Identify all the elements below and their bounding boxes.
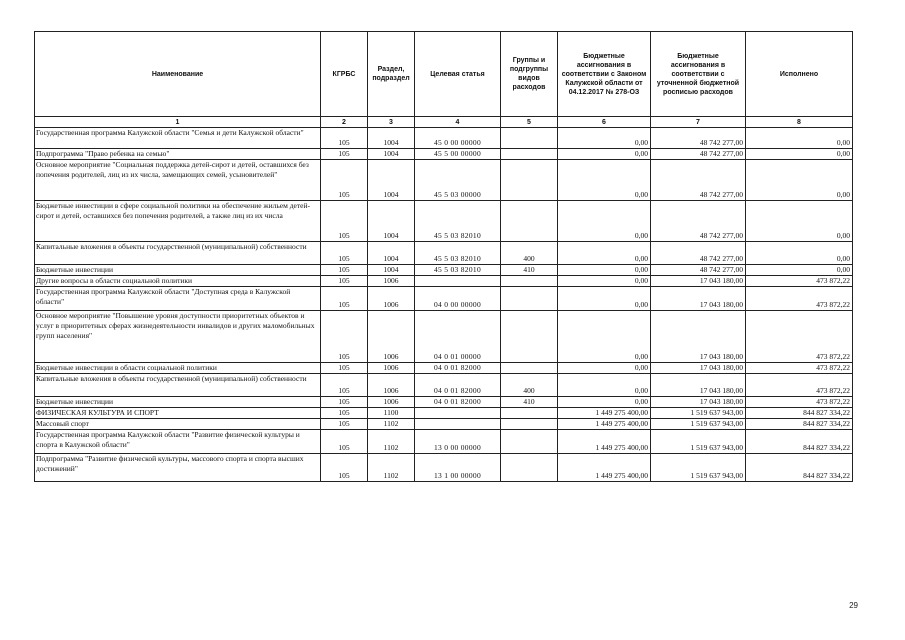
- page-number: 29: [849, 601, 858, 610]
- column-number: 7: [651, 117, 746, 128]
- cell-name: Государственная программа Калужской области "Семья и дети Калужской области": [35, 128, 321, 149]
- cell-target-article: 04 0 01 00000: [415, 311, 501, 363]
- cell-expense-group: [501, 287, 558, 311]
- cell-expense-group: 410: [501, 265, 558, 276]
- cell-executed-amount: 0,00: [746, 160, 853, 201]
- cell-law-amount: 0,00: [558, 128, 651, 149]
- cell-refined-amount: 1 519 637 943,00: [651, 454, 746, 482]
- table-row: [35, 374, 853, 397]
- cell-kgrbs: 105: [321, 397, 368, 408]
- cell-refined-amount: 48 742 277,00: [651, 128, 746, 149]
- cell-section: 1004: [368, 201, 415, 242]
- cell-section: 1102: [368, 430, 415, 454]
- table-row: [35, 160, 853, 201]
- cell-refined-amount: 1 519 637 943,00: [651, 408, 746, 419]
- header-section: Раздел, подраздел: [368, 32, 415, 117]
- cell-expense-group: [501, 408, 558, 419]
- header-name: Наименование: [35, 32, 321, 117]
- cell-target-article: [415, 419, 501, 430]
- header-row: [35, 32, 853, 117]
- table-row: [35, 419, 853, 430]
- header-refined-allocations: Бюджетные ассигнования в соответствии с уточненной бюджетной росписью расходов: [651, 32, 746, 117]
- column-number: 4: [415, 117, 501, 128]
- cell-executed-amount: 0,00: [746, 128, 853, 149]
- cell-target-article: 04 0 00 00000: [415, 287, 501, 311]
- cell-law-amount: 1 449 275 400,00: [558, 430, 651, 454]
- cell-expense-group: [501, 160, 558, 201]
- cell-refined-amount: 17 043 180,00: [651, 287, 746, 311]
- cell-expense-group: [501, 430, 558, 454]
- cell-kgrbs: 105: [321, 149, 368, 160]
- cell-name: Основное мероприятие "Социальная поддержка детей-сирот и детей, оставшихся без попечения родителей, лиц из их числа, замещающих семей, усыновителей": [35, 160, 321, 201]
- table-row: [35, 311, 853, 363]
- cell-refined-amount: 17 043 180,00: [651, 276, 746, 287]
- cell-law-amount: 0,00: [558, 374, 651, 397]
- column-number: 6: [558, 117, 651, 128]
- cell-expense-group: [501, 419, 558, 430]
- cell-kgrbs: 105: [321, 374, 368, 397]
- cell-executed-amount: 473 872,22: [746, 287, 853, 311]
- cell-target-article: [415, 276, 501, 287]
- cell-target-article: 13 1 00 00000: [415, 454, 501, 482]
- cell-name: Основное мероприятие "Повышение уровня доступности приоритетных объектов и услуг в приоритетных сферах жизнедеятельности инвалидов и других маломобильных групп населения": [35, 311, 321, 363]
- cell-expense-group: [501, 363, 558, 374]
- cell-expense-group: [501, 276, 558, 287]
- cell-section: 1006: [368, 363, 415, 374]
- cell-target-article: 45 5 03 82010: [415, 201, 501, 242]
- cell-executed-amount: 0,00: [746, 265, 853, 276]
- cell-kgrbs: 105: [321, 419, 368, 430]
- table-row: [35, 408, 853, 419]
- cell-kgrbs: 105: [321, 201, 368, 242]
- cell-law-amount: 0,00: [558, 287, 651, 311]
- cell-executed-amount: 0,00: [746, 242, 853, 265]
- cell-name: Бюджетные инвестиции: [35, 265, 321, 276]
- cell-section: 1004: [368, 265, 415, 276]
- cell-section: 1004: [368, 160, 415, 201]
- table-row: [35, 276, 853, 287]
- cell-law-amount: 0,00: [558, 149, 651, 160]
- cell-kgrbs: 105: [321, 363, 368, 374]
- cell-expense-group: [501, 454, 558, 482]
- cell-name: Государственная программа Калужской области "Развитие физической культуры и спорта в Калужской области": [35, 430, 321, 454]
- cell-kgrbs: 105: [321, 311, 368, 363]
- cell-refined-amount: 1 519 637 943,00: [651, 419, 746, 430]
- cell-executed-amount: 0,00: [746, 201, 853, 242]
- cell-kgrbs: 105: [321, 160, 368, 201]
- cell-target-article: 45 5 03 82010: [415, 265, 501, 276]
- cell-executed-amount: 473 872,22: [746, 363, 853, 374]
- cell-name: Капитальные вложения в объекты государственной (муниципальной) собственности: [35, 242, 321, 265]
- cell-target-article: 45 5 03 82010: [415, 242, 501, 265]
- cell-expense-group: [501, 201, 558, 242]
- cell-executed-amount: 473 872,22: [746, 374, 853, 397]
- cell-name: Подпрограмма "Развитие физической культуры, массового спорта и спорта высших достижений": [35, 454, 321, 482]
- cell-section: 1004: [368, 128, 415, 149]
- table-row: [35, 363, 853, 374]
- cell-kgrbs: 105: [321, 454, 368, 482]
- cell-refined-amount: 48 742 277,00: [651, 201, 746, 242]
- cell-executed-amount: 844 827 334,22: [746, 419, 853, 430]
- cell-target-article: 45 5 03 00000: [415, 160, 501, 201]
- cell-executed-amount: 473 872,22: [746, 311, 853, 363]
- cell-section: 1102: [368, 419, 415, 430]
- cell-refined-amount: 48 742 277,00: [651, 265, 746, 276]
- cell-name: Подпрограмма "Право ребенка на семью": [35, 149, 321, 160]
- header-kgrbs: КГРБС: [321, 32, 368, 117]
- budget-table: [34, 31, 853, 482]
- cell-expense-group: [501, 128, 558, 149]
- cell-expense-group: 400: [501, 242, 558, 265]
- cell-expense-group: [501, 311, 558, 363]
- table-row: [35, 454, 853, 482]
- cell-refined-amount: 17 043 180,00: [651, 363, 746, 374]
- cell-section: 1006: [368, 374, 415, 397]
- cell-law-amount: 1 449 275 400,00: [558, 419, 651, 430]
- cell-law-amount: 1 449 275 400,00: [558, 454, 651, 482]
- cell-target-article: 04 0 01 82000: [415, 397, 501, 408]
- cell-law-amount: 0,00: [558, 242, 651, 265]
- cell-name: Бюджетные инвестиции в области социальной политики: [35, 363, 321, 374]
- table-row: [35, 265, 853, 276]
- column-number-row: [35, 117, 853, 128]
- cell-refined-amount: 48 742 277,00: [651, 242, 746, 265]
- cell-kgrbs: 105: [321, 242, 368, 265]
- column-number: 3: [368, 117, 415, 128]
- cell-name: Бюджетные инвестиции: [35, 397, 321, 408]
- column-number: 5: [501, 117, 558, 128]
- cell-refined-amount: 17 043 180,00: [651, 311, 746, 363]
- cell-target-article: [415, 408, 501, 419]
- cell-section: 1006: [368, 287, 415, 311]
- column-number: 2: [321, 117, 368, 128]
- cell-executed-amount: 473 872,22: [746, 397, 853, 408]
- cell-kgrbs: 105: [321, 265, 368, 276]
- cell-section: 1004: [368, 242, 415, 265]
- cell-refined-amount: 17 043 180,00: [651, 374, 746, 397]
- header-law-allocations: Бюджетные ассигнования в соответствии с Законом Калужской области от 04.12.2017 № 278-ОЗ: [558, 32, 651, 117]
- cell-section: 1100: [368, 408, 415, 419]
- cell-executed-amount: 0,00: [746, 149, 853, 160]
- cell-refined-amount: 1 519 637 943,00: [651, 430, 746, 454]
- cell-refined-amount: 48 742 277,00: [651, 160, 746, 201]
- cell-expense-group: 410: [501, 397, 558, 408]
- cell-expense-group: [501, 149, 558, 160]
- cell-kgrbs: 105: [321, 128, 368, 149]
- cell-law-amount: 0,00: [558, 201, 651, 242]
- cell-law-amount: 0,00: [558, 160, 651, 201]
- cell-section: 1006: [368, 397, 415, 408]
- table-row: [35, 430, 853, 454]
- cell-law-amount: 1 449 275 400,00: [558, 408, 651, 419]
- header-expense-groups: Группы и подгруппы видов расходов: [501, 32, 558, 117]
- cell-executed-amount: 844 827 334,22: [746, 454, 853, 482]
- cell-kgrbs: 105: [321, 430, 368, 454]
- cell-executed-amount: 844 827 334,22: [746, 408, 853, 419]
- cell-refined-amount: 48 742 277,00: [651, 149, 746, 160]
- cell-executed-amount: 473 872,22: [746, 276, 853, 287]
- cell-law-amount: 0,00: [558, 311, 651, 363]
- table-row: [35, 149, 853, 160]
- cell-target-article: 45 5 00 00000: [415, 149, 501, 160]
- header-target-article: Целевая статья: [415, 32, 501, 117]
- table-row: [35, 128, 853, 149]
- cell-refined-amount: 17 043 180,00: [651, 397, 746, 408]
- cell-law-amount: 0,00: [558, 265, 651, 276]
- cell-name: Капитальные вложения в объекты государственной (муниципальной) собственности: [35, 374, 321, 397]
- table-row: [35, 242, 853, 265]
- cell-target-article: 04 0 01 82000: [415, 363, 501, 374]
- cell-name: Государственная программа Калужской области "Доступная среда в Калужской области": [35, 287, 321, 311]
- table-row: [35, 201, 853, 242]
- table-row: [35, 287, 853, 311]
- column-number: 1: [35, 117, 321, 128]
- cell-executed-amount: 844 827 334,22: [746, 430, 853, 454]
- cell-kgrbs: 105: [321, 287, 368, 311]
- cell-section: 1004: [368, 149, 415, 160]
- cell-target-article: 04 0 01 82000: [415, 374, 501, 397]
- cell-section: 1006: [368, 311, 415, 363]
- table-row: [35, 397, 853, 408]
- cell-law-amount: 0,00: [558, 363, 651, 374]
- column-number: 8: [746, 117, 853, 128]
- header-executed: Исполнено: [746, 32, 853, 117]
- cell-name: Другие вопросы в области социальной политики: [35, 276, 321, 287]
- cell-section: 1102: [368, 454, 415, 482]
- cell-section: 1006: [368, 276, 415, 287]
- cell-name: Бюджетные инвестиции в сфере социальной политики на обеспечение жильем детей-сирот и детей, оставшихся без попечения родителей, а также лиц из их числа: [35, 201, 321, 242]
- cell-expense-group: 400: [501, 374, 558, 397]
- cell-law-amount: 0,00: [558, 276, 651, 287]
- cell-law-amount: 0,00: [558, 397, 651, 408]
- cell-target-article: 13 0 00 00000: [415, 430, 501, 454]
- cell-name: Массовый спорт: [35, 419, 321, 430]
- cell-target-article: 45 0 00 00000: [415, 128, 501, 149]
- cell-kgrbs: 105: [321, 408, 368, 419]
- cell-name: ФИЗИЧЕСКАЯ КУЛЬТУРА И СПОРТ: [35, 408, 321, 419]
- cell-kgrbs: 105: [321, 276, 368, 287]
